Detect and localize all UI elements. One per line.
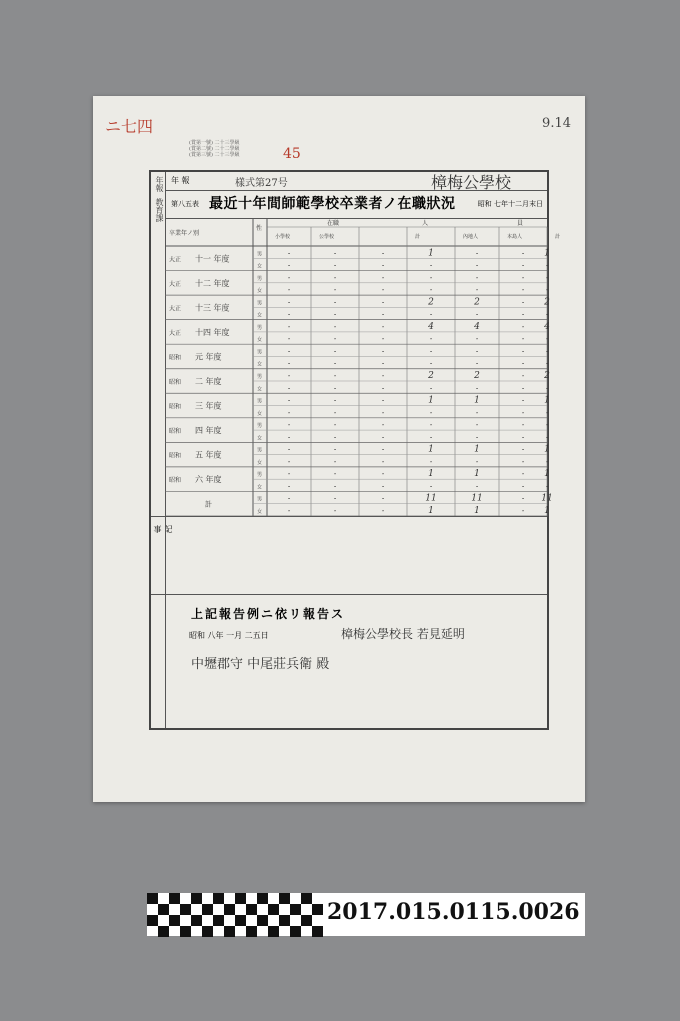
table-cell: - (381, 494, 385, 503)
table-cell: - (381, 372, 385, 380)
row-era: 昭和 (169, 428, 182, 436)
table-cell: - (545, 273, 549, 282)
scale-square (224, 926, 235, 937)
table-cell: - (333, 286, 337, 295)
table-cell: 1 (544, 469, 550, 480)
scale-square (279, 915, 290, 926)
table-cell: 11 (425, 493, 437, 504)
table-cell: - (333, 273, 337, 282)
row-era: 昭和 (169, 477, 182, 485)
scale-square (268, 926, 279, 937)
table-cell: - (521, 457, 525, 466)
row-year: 六 年度 (195, 475, 222, 485)
sub-header: 公學校 (319, 234, 335, 240)
header-first-col: 卒業年ノ別 (169, 230, 200, 237)
table-cell: - (521, 384, 525, 393)
table-cell: - (381, 433, 385, 442)
table-cell: 1 (544, 395, 550, 406)
table-cell: - (545, 433, 549, 442)
table-cell: - (381, 445, 385, 454)
catalog-label (147, 893, 585, 936)
table-cell: - (381, 347, 385, 356)
table-cell: - (429, 286, 433, 295)
table-cell: - (521, 482, 525, 491)
table-cell: - (287, 421, 291, 430)
data-table (165, 218, 561, 516)
year-row (165, 172, 547, 191)
remarks-label: 記事 (153, 525, 173, 563)
row-year: 元 年度 (195, 352, 222, 362)
scale-square (147, 915, 158, 926)
row-era: 大正 (169, 329, 182, 337)
table-cell: - (545, 482, 549, 491)
table-cell: - (381, 384, 385, 393)
table-cell: - (521, 470, 525, 479)
sex-label: 男 (257, 472, 263, 479)
row-year: 十二 年度 (195, 278, 230, 288)
table-cell: - (521, 408, 525, 417)
header-group: 人 (422, 220, 429, 227)
sub-header: 內地人 (463, 234, 479, 240)
corner-note: ニ七四 (105, 117, 154, 136)
year-label: 年 報 (171, 176, 190, 185)
table-cell: - (521, 445, 525, 454)
report-line: 上記報告例ニ依リ報告ス (191, 607, 346, 621)
table-cell: 2 (474, 297, 480, 308)
sex-label: 男 (257, 398, 263, 405)
table-cell: 1 (544, 506, 550, 516)
scale-square (290, 904, 301, 915)
row-era: 大正 (169, 280, 182, 288)
table-cell: 1 (474, 444, 480, 455)
table-cell: - (287, 322, 291, 331)
table-cell: - (333, 396, 337, 405)
row-year: 四 年度 (195, 426, 222, 436)
table-cell: 1 (428, 395, 434, 406)
sex-label: 女 (257, 459, 263, 466)
table-cell: - (429, 261, 433, 270)
table-cell: - (381, 482, 385, 491)
table-cell: - (475, 384, 479, 393)
table-cell: - (287, 372, 291, 380)
scale-square (257, 915, 268, 926)
scale-square (202, 904, 213, 915)
scale-square (191, 893, 202, 904)
table-cell: - (429, 482, 433, 491)
table-cell: - (333, 470, 337, 479)
scale-square (213, 915, 224, 926)
scale-square (147, 893, 158, 904)
table-cell: - (287, 310, 291, 319)
row-era: 大正 (169, 305, 182, 313)
table-cell: - (381, 335, 385, 344)
table-cell: - (287, 494, 291, 503)
table-cell: - (521, 433, 525, 442)
table-cell: - (287, 273, 291, 282)
form-frame (149, 170, 561, 730)
scale-square (279, 893, 290, 904)
school-name: 樟梅公學校 (431, 173, 512, 192)
report-date: 昭和 八年 一月 二五日 (189, 631, 269, 640)
table-cell: - (333, 507, 337, 515)
scale-square (268, 904, 279, 915)
table-cell: - (287, 261, 291, 270)
table-cell: - (287, 298, 291, 307)
table-cell: - (333, 384, 337, 393)
table-cell: - (381, 310, 385, 319)
table-cell: - (521, 359, 525, 368)
table-cell: 2 (428, 297, 434, 308)
scale-square (169, 893, 180, 904)
row-era: 昭和 (169, 354, 182, 362)
table-cell: 2 (544, 371, 550, 381)
document-page (93, 96, 585, 802)
row-year: 十三 年度 (195, 303, 230, 313)
row-year: 十一 年度 (195, 254, 230, 264)
stamp-note: 45 (283, 146, 301, 162)
table-cell: - (429, 273, 433, 282)
table-cell: - (287, 433, 291, 442)
table-cell: 1 (544, 248, 550, 259)
table-cell: - (287, 482, 291, 491)
table-cell: 11 (471, 493, 483, 504)
table-cell: - (287, 507, 291, 515)
table-cell: 4 (428, 321, 434, 332)
table-cell: - (333, 482, 337, 491)
table-cell: - (429, 433, 433, 442)
table-cell: - (521, 372, 525, 380)
table-cell: - (545, 457, 549, 466)
table-cell: 1 (544, 444, 550, 455)
scale-square (235, 893, 246, 904)
sex-label: 男 (257, 300, 263, 307)
table-cell: - (333, 421, 337, 430)
sex-label: 女 (257, 288, 263, 295)
table-cell: - (333, 372, 337, 380)
table-cell: - (429, 359, 433, 368)
sex-label: 男 (257, 447, 263, 454)
caption-lines (189, 140, 240, 158)
table-cell: - (333, 310, 337, 319)
table-cell: - (429, 408, 433, 417)
table-cell: 4 (544, 321, 550, 332)
caption-line: (賞第一號) 二十三學級 (189, 140, 240, 146)
table-cell: - (521, 261, 525, 270)
table-cell: - (545, 359, 549, 368)
sex-label: 男 (257, 423, 263, 430)
table-cell: 1 (428, 506, 434, 516)
table-cell: - (287, 445, 291, 454)
report-addressee: 中壢郡守 中尾莊兵衛 殿 (191, 657, 330, 672)
table-cell: - (381, 298, 385, 307)
scale-square (213, 893, 224, 904)
scale-square (169, 915, 180, 926)
table-cell: 2 (474, 371, 480, 381)
table-cell: - (381, 408, 385, 417)
sub-header: 計 (415, 234, 421, 240)
remarks-divider (165, 517, 166, 595)
row-era: 昭和 (169, 403, 182, 411)
row-era: 大正 (169, 256, 182, 264)
table-cell: - (475, 433, 479, 442)
year-value: 樣式第27号 (235, 178, 288, 189)
caption-line: (賞第三號) 二十三學級 (189, 152, 240, 158)
table-cell: - (333, 494, 337, 503)
table-cell: - (429, 335, 433, 344)
sex-label: 女 (257, 337, 263, 344)
scale-square (224, 904, 235, 915)
left-strip-side: 教育課 (155, 198, 164, 222)
scale-square (235, 915, 246, 926)
table-cell: - (287, 396, 291, 405)
table-cell: - (429, 310, 433, 319)
table-cell: - (545, 421, 549, 430)
table-cell: - (381, 470, 385, 479)
page-number: 9.14 (542, 116, 571, 131)
sex-label: 女 (257, 361, 263, 368)
caption-line: (賞第二號) 二十二學級 (189, 146, 240, 152)
row-year: 五 年度 (195, 450, 222, 460)
date-note: 昭和 七年十二月末日 (477, 200, 543, 208)
table-cell: - (475, 359, 479, 368)
scale-square (158, 926, 169, 937)
table-cell: - (429, 347, 433, 356)
table-cell: - (381, 457, 385, 466)
table-cell: - (333, 445, 337, 454)
document-title: 最近十年間師範學校卒業者ノ在職狀況 (209, 196, 456, 212)
table-cell: - (333, 322, 337, 331)
sex-label: 男 (257, 324, 263, 331)
table-cell: - (381, 396, 385, 405)
header-sex: 性 (256, 225, 263, 232)
table-cell: - (381, 273, 385, 282)
table-cell: - (381, 261, 385, 270)
table-cell: - (287, 286, 291, 295)
table-cell: 2 (428, 371, 434, 381)
table-cell: - (545, 384, 549, 393)
table-cell: - (429, 457, 433, 466)
report-signer: 樟梅公學校長 若見延明 (341, 627, 465, 641)
table-cell: - (521, 421, 525, 430)
table-cell: - (381, 507, 385, 515)
table-cell: - (333, 359, 337, 368)
row-year: 三 年度 (195, 401, 222, 411)
table-cell: - (521, 298, 525, 307)
table-cell: - (333, 347, 337, 356)
table-cell: - (381, 359, 385, 368)
table-cell: - (475, 347, 479, 356)
table-cell: - (381, 421, 385, 430)
row-era: 昭和 (169, 452, 182, 460)
report-box (151, 594, 547, 729)
scale-square (301, 893, 312, 904)
scale-square (290, 926, 301, 937)
table-cell: - (545, 310, 549, 319)
table-cell: - (429, 384, 433, 393)
left-strip-top: 年報 (155, 176, 164, 192)
table-cell: - (333, 298, 337, 307)
table-cell: - (333, 261, 337, 270)
sub-header: 小學校 (275, 234, 291, 240)
sex-label: 女 (257, 312, 263, 319)
table-cell: - (287, 384, 291, 393)
table-cell: 1 (428, 469, 434, 480)
sex-label: 女 (257, 410, 263, 417)
table-cell: - (381, 249, 385, 258)
table-cell: - (287, 470, 291, 479)
scale-square (246, 904, 257, 915)
table-cell: - (475, 482, 479, 491)
scale-bar (147, 893, 325, 936)
table-cell: - (521, 396, 525, 405)
table-cell: 2 (544, 297, 550, 308)
row-year: 十四 年度 (195, 327, 230, 337)
row-era: 昭和 (169, 379, 182, 386)
table-cell: - (521, 273, 525, 282)
table-cell: - (475, 286, 479, 295)
table-cell: 1 (474, 506, 480, 516)
table-cell: - (545, 335, 549, 344)
table-cell: - (545, 347, 549, 356)
scale-square (301, 915, 312, 926)
scale-square (180, 904, 191, 915)
scale-square (191, 915, 202, 926)
sex-label: 女 (257, 435, 263, 442)
table-cell: - (545, 261, 549, 270)
sub-header: 計 (555, 234, 561, 240)
table-cell: - (287, 359, 291, 368)
table-cell: - (475, 273, 479, 282)
sex-label: 男 (257, 275, 263, 282)
table-cell: - (475, 421, 479, 430)
sex-label: 女 (257, 484, 263, 491)
sub-header: 本島人 (507, 234, 523, 240)
table-cell: 11 (541, 493, 553, 504)
table-cell: - (333, 335, 337, 344)
table-cell: - (475, 457, 479, 466)
table-cell: - (287, 457, 291, 466)
scale-square (158, 904, 169, 915)
table-cell: 1 (474, 469, 480, 480)
table-cell: - (381, 322, 385, 331)
row-year: 二 年度 (195, 377, 222, 386)
row-year: 計 (205, 500, 212, 509)
form-number: 第八五表 (171, 200, 199, 208)
remarks-box (151, 516, 547, 595)
table-cell: - (287, 347, 291, 356)
table-cell: - (545, 408, 549, 417)
table-cell: - (521, 249, 525, 258)
scale-square (202, 926, 213, 937)
table-cell: - (381, 286, 385, 295)
table-cell: 1 (428, 444, 434, 455)
table-cell: - (287, 408, 291, 417)
table-cell: - (333, 249, 337, 258)
table-cell: - (475, 408, 479, 417)
table-cell: - (475, 261, 479, 270)
sex-label: 男 (257, 374, 263, 380)
scale-square (312, 926, 323, 937)
table-cell: - (429, 421, 433, 430)
table-cell: - (475, 249, 479, 258)
scale-square (180, 926, 191, 937)
table-cell: - (333, 433, 337, 442)
catalog-number: 2017.015.0115.0026 (327, 899, 580, 925)
table-cell: - (545, 286, 549, 295)
scale-square (312, 904, 323, 915)
table-cell: - (521, 310, 525, 319)
table-cell: - (521, 322, 525, 331)
sex-label: 女 (257, 509, 263, 515)
table-cell: 1 (428, 248, 434, 259)
header-group: 在職 (327, 220, 340, 227)
table-cell: - (475, 335, 479, 344)
table-cell: 1 (474, 395, 480, 406)
table-cell: - (521, 335, 525, 344)
sex-label: 男 (257, 251, 263, 258)
table-cell: - (287, 335, 291, 344)
sex-label: 女 (257, 263, 263, 270)
scale-square (246, 926, 257, 937)
table-cell: - (521, 286, 525, 295)
title-row (165, 190, 547, 219)
scale-square (257, 893, 268, 904)
table-cell: - (475, 310, 479, 319)
table-cell: - (287, 249, 291, 258)
sex-label: 女 (257, 386, 263, 393)
table-cell: 4 (474, 321, 480, 332)
header-group: 員 (517, 220, 524, 227)
sex-label: 男 (257, 496, 263, 503)
table-cell: - (521, 347, 525, 356)
table-cell: - (521, 507, 525, 515)
table-cell: - (521, 494, 525, 503)
sex-label: 男 (257, 349, 263, 356)
table-cell: - (333, 408, 337, 417)
table-cell: - (333, 457, 337, 466)
